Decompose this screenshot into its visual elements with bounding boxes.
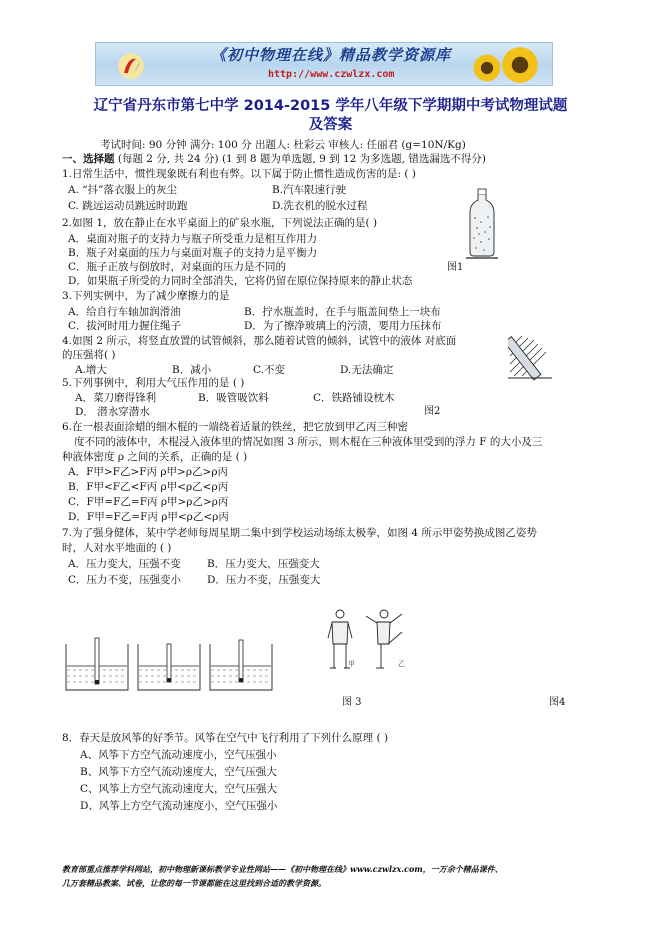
q8-option-a: A、风筝下方空气流动速度小，空气压强小 [80,749,277,761]
water-bottle-figure [466,188,498,260]
q7-stem-1: 7.为了强身健体，某中学老师每周星期二集中到学校运动场练太极拳，如图 4 所示甲姿势换成图乙姿势 [62,527,537,539]
three-beakers-figure [62,636,278,694]
figure-4-label: 图4 [549,697,566,708]
q1-option-d: D.洗衣机的脱水过程 [272,200,368,212]
sunflower-icon [472,53,502,83]
tai-chi-figure [326,606,408,674]
q1-option-a: A. “抖”落衣服上的灰尘 [68,184,177,196]
q2-option-c: C．瓶子正放与倒放时，对桌面的压力是不同的 [68,261,287,273]
q8-option-c: C、风筝上方空气流动速度大，空气压强大 [80,783,278,795]
banner-title: 《初中物理在线》精品教学资源库 [211,46,452,64]
q8-option-d: D、风筝上方空气流动速度小，空气压强小 [80,800,278,812]
q5-stem: 5.下列事例中，利用大气压作用的是 ( ) [62,377,245,389]
sunflower-icon [500,45,540,85]
figure-4-yi-label: 乙 [398,660,405,668]
q4-stem-1: 4.如图 2 所示，将竖直放置的试管倾斜，那么随着试管的倾斜，试管中的液体 对底面 [62,335,457,347]
q6-stem-2: 度不同的液体中，木棍浸入液体里的情况如图 3 所示，则木棍在三种液体里受到的浮力 F 的大小及三 [74,436,543,448]
q1-option-c: C. 跳远运动员跳远时助跑 [68,200,188,212]
q2-option-a: A．桌面对瓶子的支持力与瓶子所受重力是相互作用力 [68,233,318,245]
q2-stem: 2.如图 1，放在静止在水平桌面上的矿泉水瓶，下列说法正确的是( ) [62,217,378,229]
q7-option-d: D．压力不变，压强变大 [207,574,321,586]
page-title: 辽宁省丹东市第七中学 2014-2015 学年八年级下学期期中考试物理试题 [93,98,568,114]
section-note: (每题 2 分, 共 24 分) (1 到 8 题为单选题, 9 到 12 为多选题, 错选漏选不得分) [117,153,486,165]
section-title: 一、选择题 [62,153,115,165]
page-title-cont: 及答案 [308,117,353,133]
q3-option-b: B．拧水瓶盖时，在手与瓶盖间垫上一块布 [244,306,441,318]
header-banner [95,42,553,86]
site-logo-icon [116,51,146,81]
q6-option-a: A．F甲>F乙>F丙 ρ甲>ρ乙>ρ丙 [68,466,228,478]
q2-option-d: D．如果瓶子所受的力同时全部消失，它将仍留在原位保持原来的静止状态 [68,275,413,287]
q3-option-d: D．为了擦净玻璃上的污渍，要用力压抹布 [244,320,442,332]
q5-option-d: D． 潜水穿潜水 [75,406,150,418]
figure-1-label: 图1 [447,262,464,273]
q4-option-d: D.无法确定 [340,364,394,376]
q6-stem-3: 种液体密度 ρ 之间的关系，正确的是 ( ) [62,451,248,463]
q4-option-a: A.增大 [75,364,107,376]
section-heading [62,153,486,167]
figure-3-label: 图 3 [342,697,362,708]
q6-option-d: D．F甲=F乙=F丙 ρ甲<ρ乙<ρ丙 [68,511,229,523]
q4-option-b: B．减小 [172,364,212,376]
q3-stem: 3.下列实例中，为了减少摩擦力的是 [62,290,230,302]
q7-stem-2: 时，人对水平地面的 ( ) [62,542,172,554]
q5-option-c: C．铁路铺设枕木 [313,392,395,404]
q5-option-b: B．吸管吸饮料 [198,392,269,404]
figure-2-label: 图2 [424,406,441,417]
figure-4-jia-label: 甲 [348,660,355,668]
q4-stem-2: 的压强将( ) [62,349,116,361]
q7-option-a: A．压力变大，压强不变 [68,558,181,570]
tilted-test-tube-figure [508,330,556,400]
q2-option-b: B．瓶子对桌面的压力与桌面对瓶子的支持力是平衡力 [68,247,318,259]
q4-option-c: C.不变 [253,364,285,376]
q5-option-a: A．菜刀磨得锋利 [75,392,157,404]
q3-option-a: A．给自行车轴加润滑油 [68,306,181,318]
footer-line-1: 教育部重点推荐学科网站，初中物理新课标教学专业性网站——《初中物理在线》www.czwlzx.com，一万余个精品课件、 [62,864,503,874]
footer-line-2: 几万套精品教案、试卷，让您的每一节课都能在这里找到合适的教学资源。 [62,878,326,888]
q8-stem: 8．春天是放风筝的好季节。风筝在空气中飞行利用了下列什么原理 ( ) [62,732,389,744]
banner-url[interactable]: http://www.czwlzx.com [268,69,395,80]
q7-option-b: B．压力变大，压强变大 [207,558,320,570]
q1-option-b: B.汽车限速行驶 [272,184,347,196]
q6-stem-1: 6.在一根表面涂蜡的细木棍的一端绕着适量的铁丝，把它放到甲乙丙三种密 [62,421,409,433]
q6-option-b: B．F甲<F乙<F丙 ρ甲<ρ乙<ρ丙 [68,481,229,493]
exam-info: 考试时间: 90 分钟 满分: 100 分 出题人: 杜彩云 审核人: 任丽君 (g=10N/Kg) [100,139,466,151]
q7-option-c: C．压力不变，压强变小 [68,574,182,586]
q8-option-b: B、风筝下方空气流动速度大，空气压强大 [80,766,277,778]
q3-option-c: C．拔河时用力握住绳子 [68,320,182,332]
q1-stem: 1.日常生活中，惯性现象既有利也有弊。以下属于防止惯性造成伤害的是: ( ) [62,168,416,180]
q6-option-c: C．F甲=F乙=F丙 ρ甲>ρ乙>ρ丙 [68,496,229,508]
